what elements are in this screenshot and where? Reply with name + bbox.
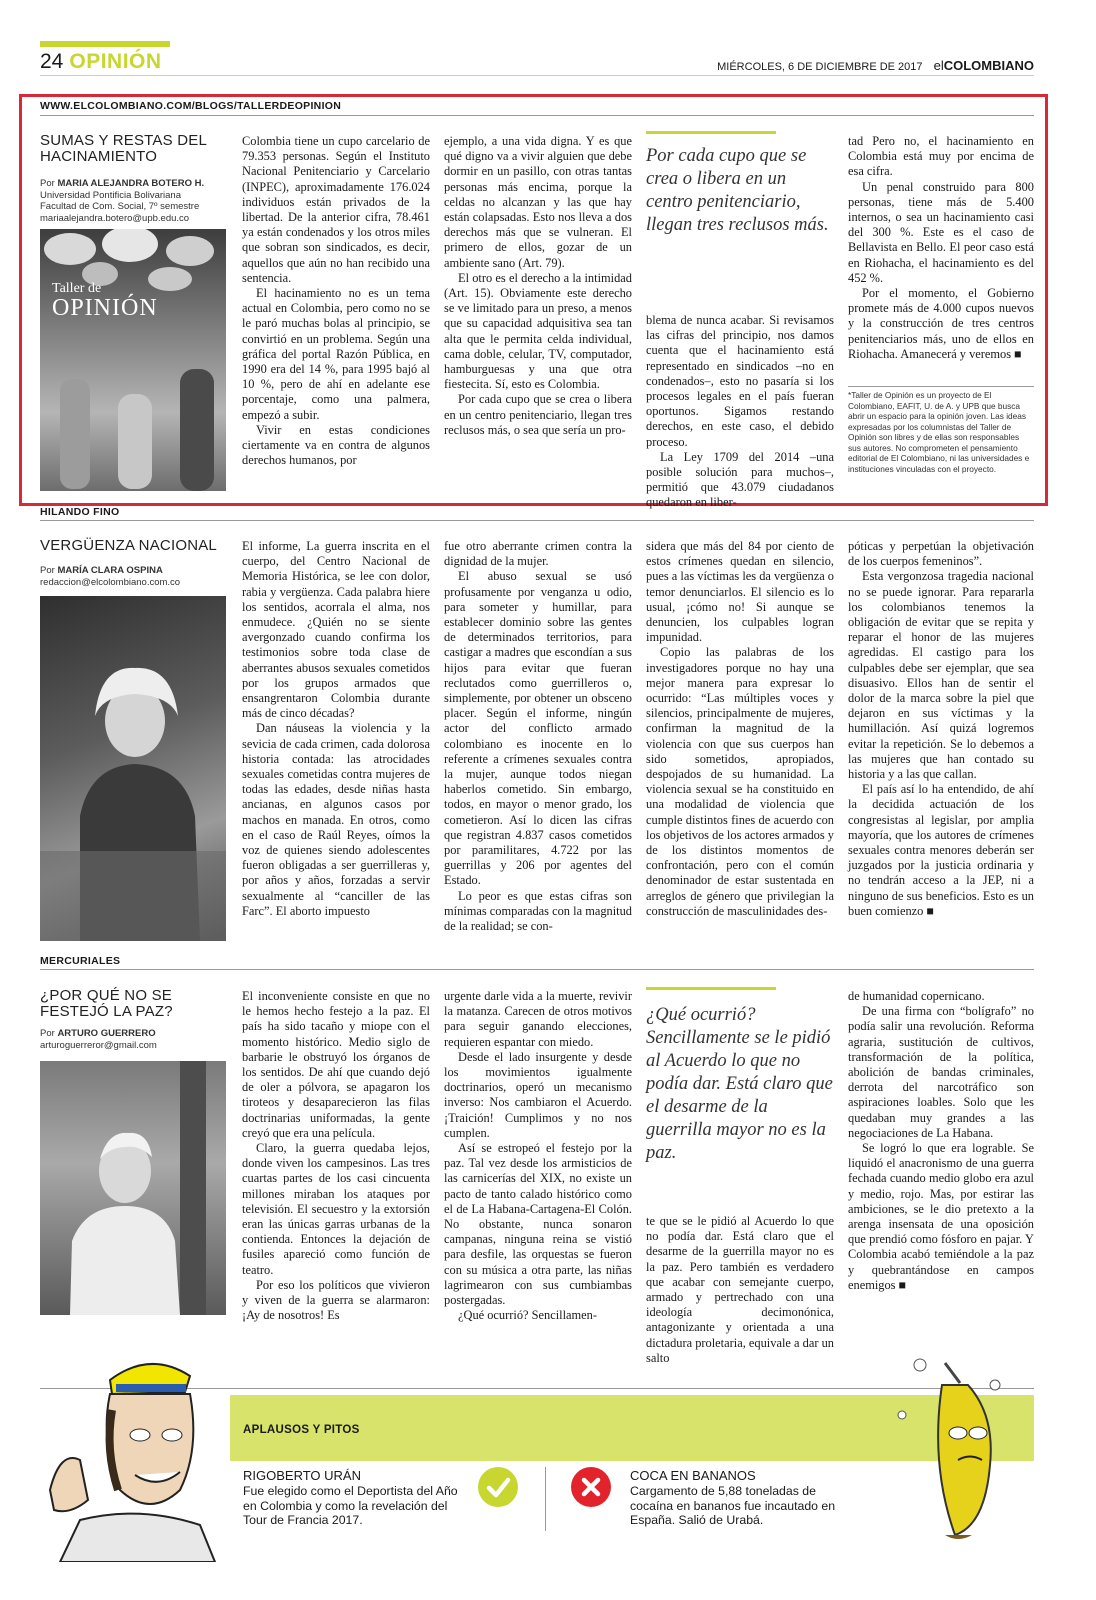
hilando-kicker: HILANDO FINO <box>40 506 120 518</box>
taller-kicker-link[interactable]: WWW.ELCOLOMBIANO.COM/BLOGS/TALLERDEOPINION <box>40 100 342 112</box>
column-title: VERGÜENZA NACIONAL <box>40 537 217 554</box>
speech-bubbles-graphic <box>40 229 226 491</box>
author-email[interactable]: redaccion@elcolombiano.com.co <box>40 576 181 588</box>
author-byline: Por ARTURO GUERRERO arturoguerreror@gmail.com <box>40 1028 230 1051</box>
aplausos-title: APLAUSOS Y PITOS <box>243 1424 360 1436</box>
cross-icon <box>571 1467 611 1507</box>
author-byline: Por MARIA ALEJANDRA BOTERO H. Universidad Pontificia Bolivariana Facultad de Com. Social, 7º semestre mariaalejandra.botero@upb.edu.co <box>40 178 230 224</box>
column-title: SUMAS Y RESTAS DEL HACINAMIENTO <box>40 132 207 165</box>
pullquote-accent-bar <box>646 131 776 134</box>
banana-caricature <box>880 1345 1030 1545</box>
check-icon <box>478 1467 518 1507</box>
author-photo <box>40 596 226 941</box>
portrait-silhouette <box>40 1061 226 1315</box>
article-column-4: tad Pero no, el hacinamiento en Colombia está muy por encima de esa cifra. Un penal construido para 800 personas, tiene más de 5.400 internos, o sea un hacinamiento casi del 300 %. Este es el caso de Bellavista en Bello. El peor caso está en Riohacha, el hacinamiento es del 452 %. Por el momento, el Gobierno promete más de 4.000 cupos nuevos y la construcción de tres centros penitenciarios más, uno de ellos en Riohacha. Amanecerá y veremos ■ <box>848 134 1034 361</box>
note-rule <box>848 386 1034 387</box>
author-email[interactable]: arturoguerreror@gmail.com <box>40 1039 157 1051</box>
article-column-2: urgente darle vida a la muerte, revivir la matanza. Carecen de otros motivos para seguir ganando elecciones, requieren espantar con miedo. Desde el lado insurgente y desde los movimientos igualmente doctrinarios, operó un mecanismo inverso: Nos cambiaron el Acuerdo. ¡Traición! Cumplimos y no nos cumplen. Así se estropeó el festejo por la paz. Tal vez desde los armisticios de las carnicerías del XIX, no existe un pacto de tanto calado histórico como el de La Habana-Cartagena-El Colón. No obstante, nunca sonaron campanas, ninguna reina se vistió para desfile, las orquestas se fueron con su música a otra parte, las niñas lagrimearon con sus cumbiambas postergadas. ¿Qué ocurrió? Sencillamen- <box>444 989 632 1323</box>
section-rule <box>40 115 1034 116</box>
section-rule <box>40 969 1034 970</box>
article-column-4: de humanidad copernicano. De una firma con “bolígrafo” no podía salir una revolución. Reforma agraria, sustitución de cultivos, transformación de la política, abolición de bandas criminales, derrota del narcotráfico son aspiraciones loables. Solo que les quedaban muy grandes a las negociaciones de La Habana. Se logró lo que era lograble. Se liquidó el anacronismo de una guerra fechada cuando medio globo era azul y medio, rojo. Mas, por estirar las ambiciones, se le dio pretexto a la arenga insensata de una oposición que prendió como fósforo en pajar. Y Colombia acabó temiéndole a la paz y quebrantándose en campos enemigos ■ <box>848 989 1034 1292</box>
cyclist-caricature <box>40 1340 240 1562</box>
pullquote: Por cada cupo que se crea o libera en un centro penitenciario, llegan tres reclusos más. <box>646 146 829 235</box>
dateline <box>717 58 1034 73</box>
article-column-3: blema de nunca acabar. Si revisamos las cifras del principio, nos damos cuenta que el hacinamiento está representado en sindicados –no en condenados–, esto no pasaría si los procesos legales en el país fueran oportunos. Sigamos restando derechos, en este caso, el debido proceso. La Ley 1709 del 2014 –una posible solución para muchos–, permitió que 43.079 ciudadanos quedaron en liber- <box>646 313 834 510</box>
author-photo <box>40 1061 226 1315</box>
article-column-1: Colombia tiene un cupo carcelario de 79.353 personas. Según el Instituto Nacional Penitenciario y Carcelario (INPEC), aproximadamente 176.024 individuos están privados de la libertad. De la anterior cifra, 78.461 ya están condenados y los otros miles que sobran son sindicados, es decir, aquellos que aún no han recibido una sentencia. El hacinamiento no es un tema actual en Colombia, pero como no se le paró muchas bolas al principio, se convirtió en un problema. Según una gráfica del portal Razón Pública, en 1990 era del 14 %, para 1995 bajó al 10 %, pero de ahí en adelante ese porcentaje, como una palmera, empezó a subir. Vivir en estas condiciones ciertamente va en contra de algunos derechos humanos, por <box>242 134 430 468</box>
author-affiliation: Universidad Pontificia Bolivariana <box>40 189 181 201</box>
aplauso-name: RIGOBERTO URÁN <box>243 1468 361 1483</box>
article-column-1: El inconveniente consiste en que no le hemos hecho festejo a la paz. El país ha sido tacaño y miope con el momento histórico. Medio siglo de barbarie le obstruyó los órganos de los sentidos. De ahí que cuando dejó de oler a pólvora, se apagaron los tiroteos y desaparecieron las filas doctrinarias uniformadas, la gente creyó que era una película. Claro, la guerra quedaba lejos, donde viven los campesinos. Las tres cuartas partes de los casi cincuenta millones miraban los ataques por televisión. El secuestro y la extorsión eran las únicas garras urbanas de la contienda. Entonces la dejación de fusiles apareció como función de teatro. Por eso los políticos que vivieron y viven de la guerra se alarmaron: ¡Ay de nosotros! Es <box>242 989 430 1323</box>
section-rule <box>40 520 1034 521</box>
issue-date: MIÉRCOLES, 6 DE DICIEMBRE DE 2017 <box>717 61 923 73</box>
author-byline: Por MARÍA CLARA OSPINA redaccion@elcolombiano.com.co <box>40 565 230 588</box>
pito-text: Cargamento de 5,88 toneladas de cocaína en bananos fue incautado en España. Salió de Urabá. <box>630 1484 836 1527</box>
pullquote-accent-bar <box>646 987 776 990</box>
author-name: ARTURO GUERRERO <box>57 1028 156 1039</box>
header-accent-bar <box>40 41 170 47</box>
article-column-3: te que se le pidió al Acuerdo lo que no podía dar. Está claro que el desarme de la guerrilla mayor no es la paz. Pero también es verdadero que acabar con semejante cuerpo, armado y pertrechado con una ideología decimonónica, antagonizante y orientada a una dictadura proletaria, equivale a dar un salto <box>646 1214 834 1365</box>
article-column-3: sidera que más del 84 por ciento de estos crímenes quedan en silencio, pues a las víctimas les da vergüenza o temor denunciarlos. El silencio es lo usual, ¡cómo no! Si aunque se denuncien, los culpables logran impunidad. Copio las palabras de los investigadores porque no hay una mejor manera para expresar lo ocurrido: “Las múltiples voces y silencios, principalmente de mujeres, confirman la magnitud de la violencia con que sus cuerpos han sido sometidos, apropiados, despojados de su humanidad. La violencia sexual se ha constituido en una modalidad de violencia que cumple distintos fines de acuerdo con los objetivos de los actores armados y de los distintos momentos de confrontación, pero con el común denominador de estar sustentada en arreglos de género que privilegian la construcción de masculinidades des- <box>646 539 834 918</box>
author-faculty: Facultad de Com. Social, 7º semestre <box>40 201 200 212</box>
divider <box>545 1467 546 1531</box>
page-number: 24 <box>40 50 64 73</box>
article-column-2: ejemplo, a una vida digna. Y es que qué digno va a vivir alguien que debe dormir en un pasillo, con otras tantas personas más encima, porque la celdas no alcanzan y las que hay están colapsadas. Esto nos lleva a dos derechos más que se vulneran. El primero de ellos, gozar de un ambiente sano (Art. 79). El otro es el derecho a la intimidad (Art. 15). Obviamente este derecho se ve limitado para un preso, a menos que su capacidad adquisitiva sea tan alta que le permita celda individual, cama doble, celular, TV, computador, hamburguesas y una que otra fiestecita. Sí, esto es Colombia. Por cada cupo que se crea o libera en un centro penitenciario, llegan tres reclusos más, o sea que sería un pro- <box>444 134 632 437</box>
article-column-4: póticas y perpetúan la objetivación de los cuerpos femeninos”. Esta vergonzosa tragedia nacional no se puede ignorar. Para repararla los colombianos tenemos la obligación de evitar que se repita y reparar el honor de las mujeres agredidas. El castigo para los culpables debe ser ejemplar, que sea disuasivo. Ellos han de sentir el dolor de la marca sobre la piel que dejaron en sus víctimas y la humillación. Así quizá logremos evitar la repetición. Se lo debemos a las mujeres que han contado su historia y a las que callan. El país así lo ha entendido, de ahí la decidida actuación de los congresistas al legislar, por amplia mayoría, que los autores de crímenes sexuales contra menores deberán ser juzgados por la justicia ordinaria y no tendrán acceso a la JEP, ni a ninguno de sus beneficios. Esto es un buen comienzo ■ <box>848 539 1034 918</box>
image-caption-large: OPINIÓN <box>52 295 158 321</box>
page-header <box>40 50 162 74</box>
section-name: OPINIÓN <box>69 50 162 73</box>
header-rule <box>40 75 1034 76</box>
image-caption-small: Taller de <box>52 281 102 296</box>
aplauso-text: Fue elegido como el Deportista del Año en Colombia y como la revelación del Tour de Francia 2017. <box>243 1484 458 1527</box>
article-column-2: fue otro aberrante crimen contra la dignidad de la mujer. El abuso sexual se usó profusamente por venganza u odio, para someter y humillar, para establecer dominio sobre las gentes de determinados territorios, para castigar a madres que escondían a sus hijos para evitar que fueran reclutados como guerrilleros o, simplemente, por obtener un obsceno placer. Según el informe, ningún actor del conflicto armado colombiano es inocente en lo referente a crímenes sexuales contra la mujer, aunque todos niegan haberlos cometido. Sin embargo, todos, en mayor o menor grado, los cometieron. Así lo dicen las cifras que registran 4.837 casos cometidos por paramilitares, 4.722 por las guerrillas y 206 por agentes del Estado. Lo peor es que estas cifras son mínimas comparadas con la magnitud de la realidad; se con- <box>444 539 632 934</box>
taller-opinion-image <box>40 229 226 491</box>
author-name: MARIA ALEJANDRA BOTERO H. <box>57 178 205 189</box>
brand-logo: elCOLOMBIANO <box>933 58 1034 73</box>
pito-name: COCA EN BANANOS <box>630 1468 756 1483</box>
project-note: *Taller de Opinión es un proyecto de El Colombiano, EAFIT, U. de A. y UPB que busca abrir un espacio para la opinión joven. Las ideas expresadas por los columnistas del Taller de Opinión son libres y de ellas son responsables sus autores. No comprometen el pensamiento editorial de El Colombiano, ni las universidades e instituciones vinculadas con el proyecto. <box>848 390 1030 474</box>
column-title: ¿POR QUÉ NO SE FESTEJÓ LA PAZ? <box>40 987 173 1020</box>
author-email[interactable]: mariaalejandra.botero@upb.edu.co <box>40 212 190 224</box>
pullquote: ¿Qué ocurrió? Sencillamente se le pidió al Acuerdo lo que no podía dar. Está claro que el desarme de la guerrilla mayor no es la paz. <box>646 1005 833 1163</box>
mercuriales-kicker: MERCURIALES <box>40 955 121 967</box>
author-name: MARÍA CLARA OSPINA <box>57 565 163 576</box>
portrait-silhouette <box>40 596 226 941</box>
article-column-1: El informe, La guerra inscrita en el cuerpo, del Centro Nacional de Memoria Histórica, se lee con dolor, rabia y vergüenza. Cada palabra hiere los sentidos, acorrala el alma, nos enmudece. ¿Quién no se siente avergonzado cuando confirma los testimonios sobre toda clase de aberrantes abusos sexuales cometidos por los grupos armados que ensangrentaron Colombia durante más de cinco décadas? Dan náuseas la violencia y la sevicia de cada crimen, cada dolorosa historia contada: las atrocidades sexuales cometidas contra mujeres de todas las edades, desde niñas hasta ancianas, en algunos casos por machos en manada. En otros, como en el caso de Raúl Reyes, oímos la voz de quienes siendo adolescentes fueron obligadas a ser guerrilleras y, por años y años, forzadas a servir sexualmente al “canciller de las Farc”. El aborto impuesto <box>242 539 430 918</box>
